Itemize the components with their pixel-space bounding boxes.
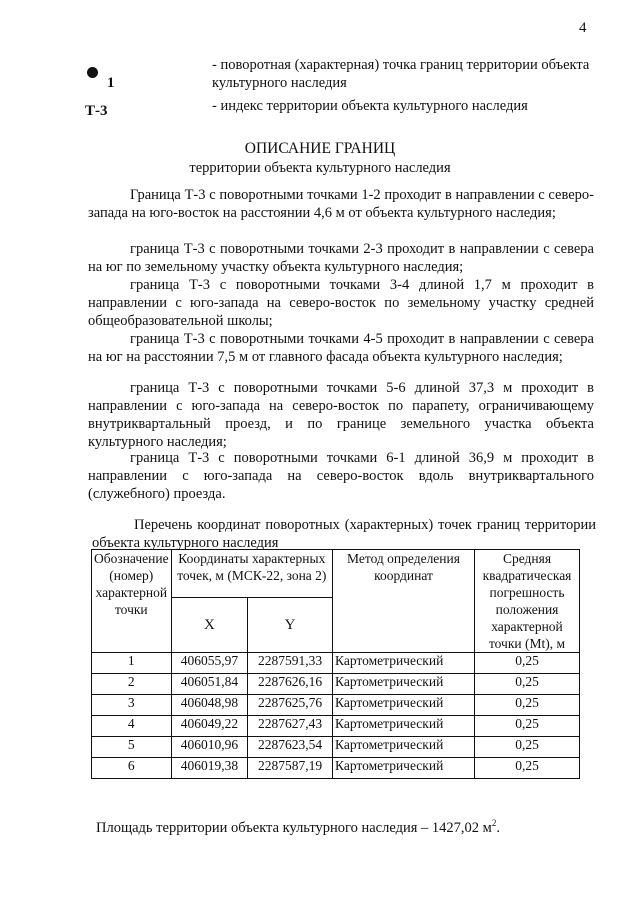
cell-method: Картометрический [333,737,475,758]
cell-error: 0,25 [475,716,580,737]
cell-x: 406051,84 [171,674,248,695]
header-method: Метод определения координат [333,550,475,653]
cell-y: 2287587,19 [248,758,333,779]
cell-method: Картометрический [333,695,475,716]
turning-point-marker-icon [87,67,98,78]
cell-point-number: 1 [92,653,172,674]
cell-x: 406049,22 [171,716,248,737]
cell-y: 2287627,43 [248,716,333,737]
section-subtitle: территории объекта культурного наследия [189,160,451,176]
cell-point-number: 2 [92,674,172,695]
cell-method: Картометрический [333,716,475,737]
legend-index-description: - индекс территории объекта культурного наследия [212,98,528,114]
table-header-row [92,550,580,598]
cell-method: Картометрический [333,758,475,779]
area-end: . [496,819,500,836]
area-superscript: 2 [491,818,497,828]
coordinates-table [91,549,580,779]
legend-point-number: 1 [107,75,115,91]
cell-point-number: 3 [92,695,172,716]
cell-point-number: 6 [92,758,172,779]
table-caption: Перечень координат поворотных (характерных) точек границ территории объекта культурного наследия [92,517,596,551]
legend-index-label: Т-3 [85,103,108,119]
cell-y: 2287625,76 [248,695,333,716]
cell-x: 406048,98 [171,695,248,716]
area-statement [96,818,500,837]
page-number: 4 [579,20,587,36]
boundary-paragraph-1: Граница Т-3 с поворотными точками 1-2 проходит в направлении с северо-запада на юго-восток на расстоянии 4,6 м от объекта культурного наследия; [88,187,594,221]
legend-point-description: - поворотная (характерная) точка границ территории объекта культурного наследия [212,57,590,91]
section-title: ОПИСАНИЕ ГРАНИЦ [244,140,396,157]
header-x: X [171,598,248,653]
boundary-paragraph-6: граница Т-3 с поворотными точками 6-1 длиной 36,9 м проходит в направлении с юго-запада на северо-восток вдоль внутриквартального (служебного) проезда. [88,450,594,502]
cell-point-number: 4 [92,716,172,737]
cell-y: 2287591,33 [248,653,333,674]
header-coordinates: Координаты характерных точек, м (МСК-22, зона 2) [171,550,332,598]
table-row [92,737,580,758]
cell-x: 406019,38 [171,758,248,779]
boundary-paragraph-4: граница Т-3 с поворотными точками 4-5 проходит в направлении с севера на юг на расстоянии 7,5 м от главного фасада объекта культурного наследия; [88,331,594,365]
area-text: Площадь территории объекта культурного наследия – 1427,02 м [96,819,492,836]
cell-error: 0,25 [475,695,580,716]
cell-error: 0,25 [475,653,580,674]
cell-error: 0,25 [475,737,580,758]
header-error: Средняя квадратическая погрешность положения характерной точки (Mt), м [475,550,580,653]
table-row [92,716,580,737]
header-designation: Обозначение (номер) характерной точки [92,550,172,653]
cell-error: 0,25 [475,674,580,695]
cell-error: 0,25 [475,758,580,779]
cell-method: Картометрический [333,653,475,674]
boundary-paragraph-5: граница Т-3 с поворотными точками 5-6 длиной 37,3 м проходит в направлении с юго-запада на северо-восток по парапету, ограничивающему внутриквартальный проезд, и по границе земельного участка объекта культурного наследия; [88,380,594,450]
cell-x: 406055,97 [171,653,248,674]
cell-method: Картометрический [333,674,475,695]
header-y: Y [248,598,333,653]
table-row [92,674,580,695]
boundary-paragraph-2: граница Т-3 с поворотными точками 2-3 проходит в направлении с севера на юг по земельному участку объекта культурного наследия; [88,241,594,275]
table-row [92,653,580,674]
table-row [92,695,580,716]
cell-point-number: 5 [92,737,172,758]
cell-x: 406010,96 [171,737,248,758]
cell-y: 2287623,54 [248,737,333,758]
boundary-paragraph-3: граница Т-3 с поворотными точками 3-4 длиной 1,7 м проходит в направлении с юго-запада на северо-восток по земельному участку средней общеобразовательной школы; [88,277,594,329]
cell-y: 2287626,16 [248,674,333,695]
table-row [92,758,580,779]
